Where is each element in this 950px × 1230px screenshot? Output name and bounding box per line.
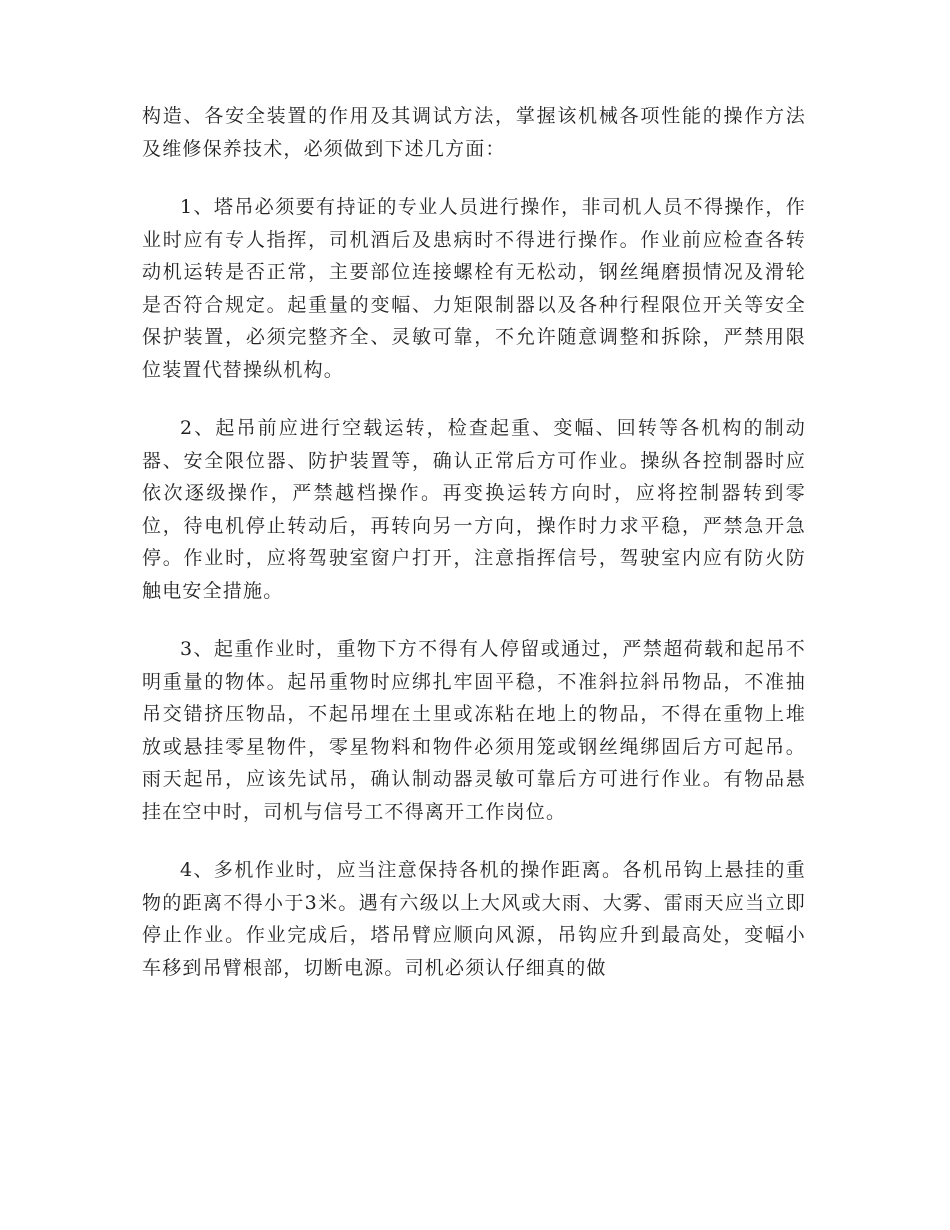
paragraph-item-1: 1、塔吊必须要有持证的专业人员进行操作，非司机人员不得操作，作业时应有专人指挥，司机酒后及患病时不得进行操作。作业前应检查各转动机运转是否正常，主要部位连接螺栓有无松动，钢丝绳磨损情况及滑轮是否符合规定。起重量的变幅、力矩限制器以及各种行程限位开关等安全保护装置，必须完整齐全、灵敏可靠，不允许随意调整和拆除，严禁用限位装置代替操纵机构。 <box>142 196 806 381</box>
document-body <box>142 100 806 1010</box>
paragraph-item-2: 2、起吊前应进行空载运转，检查起重、变幅、回转等各机构的制动器、安全限位器、防护装置等，确认正常后方可作业。操纵各控制器时应依次逐级操作，严禁越档操作。再变换运转方向时，应将控制器转到零位，待电机停止转动后，再转向另一方向，操作时力求平稳，严禁急开急停。作业时，应将驾驶室窗户打开，注意指挥信号，驾驶室内应有防火防触电安全措施。 <box>142 417 806 602</box>
paragraph-item-3: 3、起重作业时，重物下方不得有人停留或通过，严禁超荷载和起吊不明重量的物体。起吊重物时应绑扎牢固平稳，不准斜拉斜吊物品，不准抽吊交错挤压物品，不起吊埋在土里或冻粘在地上的物品，不得在重物上堆放或悬挂零星物件，零星物料和物件必须用笼或钢丝绳绑固后方可起吊。雨天起吊，应该先试吊，确认制动器灵敏可靠后方可进行作业。有物品悬挂在空中时，司机与信号工不得离开工作岗位。 <box>142 638 806 823</box>
paragraph-item-4: 4、多机作业时，应当注意保持各机的操作距离。各机吊钩上悬挂的重物的距离不得小于3米。遇有六级以上大风或大雨、大雾、雷雨天应当立即停止作业。作业完成后，塔吊臂应顺向风源，吊钩应升到最高处，变幅小车移到吊臂根部，切断电源。司机必须认仔细真的做 <box>142 859 806 979</box>
paragraph-intro: 构造、各安全装置的作用及其调试方法，掌握该机械各项性能的操作方法及维修保养技术，必须做到下述几方面： <box>142 105 806 160</box>
